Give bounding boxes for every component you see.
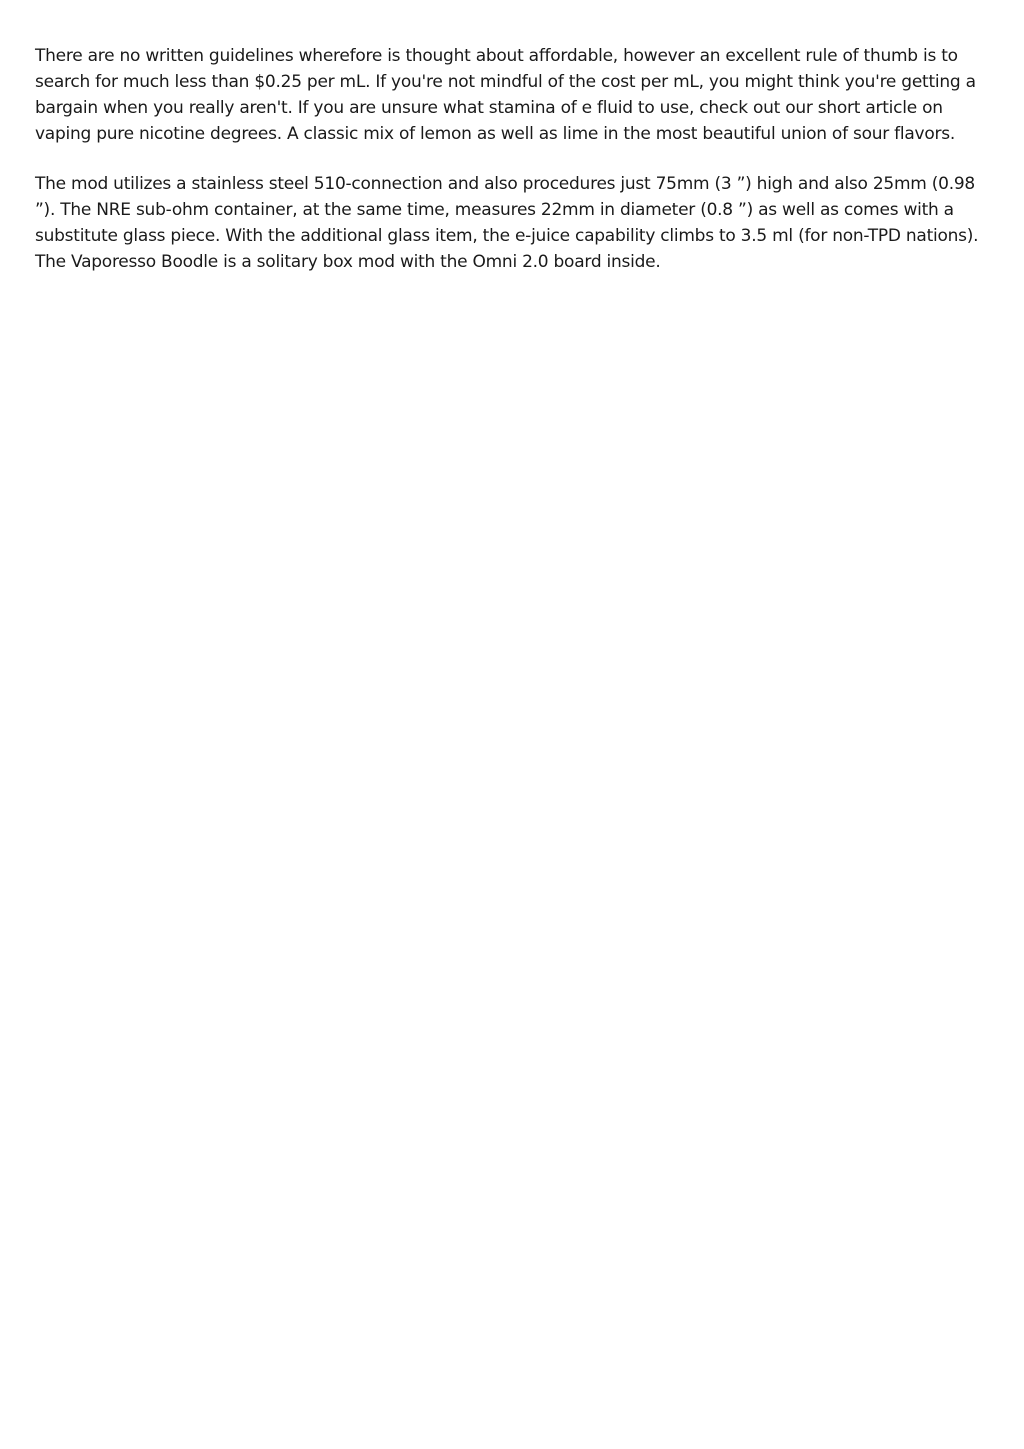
paragraph-affordability: There are no written guidelines wherefore is thought about affordable, however an excellent rule of thumb is to search for much less than $0.25 per mL. If you're not mindful of the cost per mL, you might think you're getting a bargain when you really aren't. If you are unsure what stamina of e fluid to use, check out our short article on vaping pure nicotine degrees. A classic mix of lemon as well as lime in the most beautiful union of sour flavors.: [35, 46, 976, 144]
paragraph-mod-specs: The mod utilizes a stainless steel 510-connection and also procedures just 75mm (3 ”) high and also 25mm (0.98 ”). The NRE sub-ohm container, at the same time, measures 22mm in diameter (0.8 ”) as well as comes with a substitute glass piece. With the additional glass item, the e-juice capability climbs to 3.5 ml (for non-TPD nations). The Vaporesso Boodle is a solitary box mod with the Omni 2.0 board inside.: [35, 174, 979, 272]
document-page: [35, 43, 995, 299]
